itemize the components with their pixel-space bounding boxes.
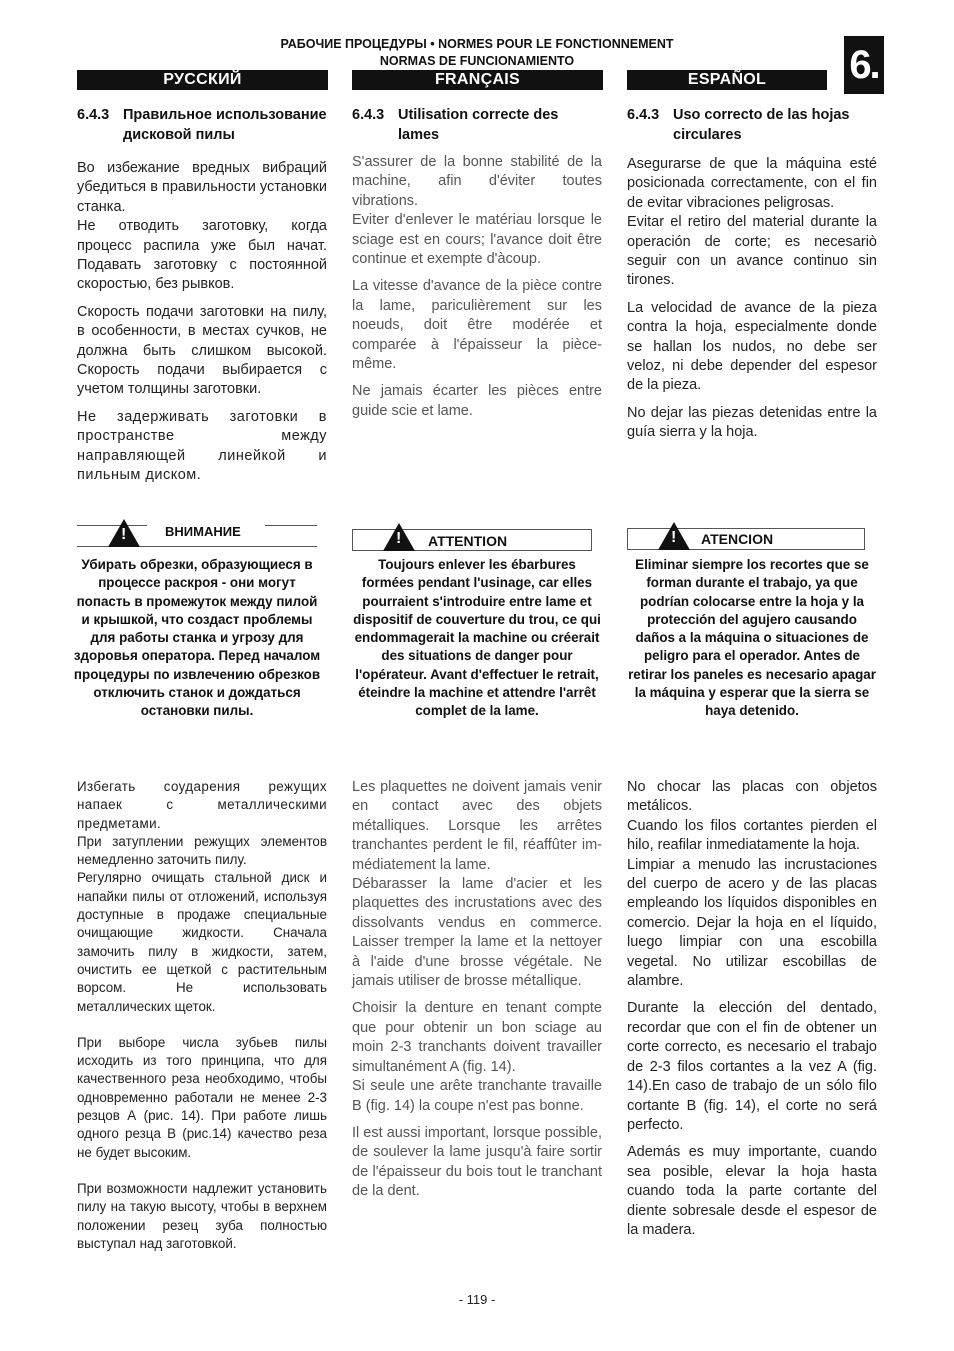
warning-box bbox=[77, 525, 317, 545]
section-heading bbox=[352, 105, 602, 145]
paragraph: Не отводить заготовку, когда процесс распила уже был начат. Подавать заготовку с постоянной скоростью, без рывков. bbox=[77, 218, 327, 293]
paragraph: La vitesse d'avance de la pièce contre la lame, pariculièrement sur les noeuds, doit être modérée et comparée à l'épaisseur la pièce-même. bbox=[352, 278, 602, 373]
warning-label: ВНИМАНИЕ bbox=[165, 524, 241, 539]
warning-box bbox=[352, 529, 592, 551]
paragraph: Ne jamais écarter les pièces entre guide scie et lame. bbox=[352, 383, 602, 419]
paragraph: Регулярно очищать стальной диск и напайки пилы от отложений, используя доступные в продаже специальные очищающие жидкости. Сначала замочить пилу в жидкости, затем, очистить ее щеткой с растительным ворсом. Не использовать металлических щеток. bbox=[77, 870, 327, 1014]
section-heading bbox=[77, 105, 327, 145]
header-line-2: NORMAS DE FUNCIONAMIENTO bbox=[379, 54, 575, 68]
warning-icon bbox=[108, 519, 140, 547]
paragraph: Limpiar a menudo las incrustaciones del cuerpo de acero y de las placas empleando los líquidos disponibles en comercio. Dejar la hoja en el líquido, luego limpiar con una escobilla vegetal. No utilizar escobillas de alambre. bbox=[627, 856, 877, 990]
lang-bar-french: FRANÇAIS bbox=[352, 70, 603, 90]
section-title: Uso correcto de las hojas circulares bbox=[673, 107, 850, 143]
warning-label: ATENCION bbox=[701, 531, 774, 547]
column-spanish-top bbox=[627, 105, 877, 451]
section-number: 6.4.3 bbox=[77, 107, 110, 123]
lang-bar-spanish: ESPAÑOL bbox=[627, 70, 827, 90]
warning-box bbox=[627, 528, 865, 550]
paragraph: Si seule une arête tranchante travaille B (fig. 14) la coupe n'est pas bonne. bbox=[352, 1078, 602, 1114]
paragraph: Choisir la denture en tenant compte que pour obtenir un bon sciage au moin 2-3 tranchants doivent travailler simultanément A (fig. 14). bbox=[352, 1000, 602, 1075]
paragraph: Cuando los filos cortantes pierden el hilo, reafilar inmediatamente la hoja. bbox=[627, 817, 877, 854]
section-title: Правильное использование дисковой пилы bbox=[123, 107, 327, 143]
paragraph: Во избежание вредных вибраций убедиться в правильности установки станка. bbox=[77, 160, 327, 215]
paragraph: Durante la elección del dentado, recordar que con el fin de obtener un corte correcto, es necesario el trabajo de 2-3 filos cortantes a la vez A (fig. 14).En caso de trabajo de un sólo filo cortante B (fig. 14), el corte no será perfecto. bbox=[627, 1000, 877, 1133]
column-french-bottom bbox=[352, 778, 602, 1210]
paragraph: Не задерживать заготовки в пространстве между направляющей линейкой и пильным диском. bbox=[77, 408, 327, 484]
warning-text: Eliminar siempre los recortes que se forman durante el trabajo, ya que podrían colocarse entre la hoja y la protección del agujero causando daños a la máquina o situaciones de peligro para el operador. Antes de retirar los paneles es necesario apagar la máquina y esperar que la sierra se haya detenido. bbox=[628, 557, 876, 719]
section-heading bbox=[627, 105, 877, 145]
paragraph: Evitar el retiro del material durante la operación de corte; es necesariò seguir con un avance continuo sin tirones. bbox=[627, 214, 877, 289]
paragraph: Asegurarse de que la máquina esté posicionada correctamente, con el fin de evitar vibraciones peligrosas. bbox=[627, 156, 877, 211]
warning-text: Убирать обрезки, образующиеся в процессе раскроя - они могут попасть в промежуток между пилой и крышкой, что создаст проблемы для работы станка и угрозу для здоровья оператора. Перед началом процедуры по извлечению обрезков отключить станок и дождаться остановки пилы. bbox=[73, 557, 321, 719]
paragraph: No dejar las piezas detenidas entre la guía sierra y la hoja. bbox=[627, 404, 877, 441]
column-french-top bbox=[352, 105, 602, 429]
section-number: 6.4.3 bbox=[627, 107, 660, 123]
paragraph: Débarasser la lame d'acier et les plaquettes des incrustations avec des dissolvants vendus en commerce. Laisser tremper la lame et la nettoyer à l'aide d'une brosse végétale. Ne jamais utiliser de brosse métallique. bbox=[352, 876, 602, 990]
paragraph: No chocar las placas con objetos metálicos. bbox=[627, 779, 877, 815]
paragraph: Eviter d'enlever le matériau lorsque le sciage est en cours; l'avance doit être continue et exempte d'àcoup. bbox=[352, 212, 602, 268]
paragraph: При выборе числа зубьев пилы исходить из того принципа, что для качественного реза необходимо, чтобы одновременно работали не менее 2-3 резцов А (рис. 14). При работе лишь одного резца В (рис.14) качество реза не будет высоким. bbox=[77, 1034, 327, 1160]
paragraph: La velocidad de avance de la pieza contra la hoja, especialmente donde se hallan los nudos, no debe ser veloz, ni debe depender del espesor de la pieza. bbox=[627, 299, 877, 394]
warning-icon bbox=[658, 522, 690, 550]
paragraph: Les plaquettes ne doivent jamais venir en contact avec des objets métalliques. Lorsque les arrêtes tranchantes perdent le fil, réaffûter im-médiatement la lame. bbox=[352, 779, 602, 873]
column-russian-top bbox=[77, 105, 327, 494]
column-spanish-bottom bbox=[627, 778, 877, 1248]
paragraph: При возможности надлежит установить пилу на такую высоту, чтобы в верхнем положении резец зуба полностью выступал над заготовкой. bbox=[77, 1180, 327, 1251]
warning-label: ATTENTION bbox=[428, 533, 508, 549]
warning-icon bbox=[383, 523, 415, 551]
paragraph: Избегать соударения режущих напаек с металлическими предметами. bbox=[77, 779, 327, 831]
paragraph: S'assurer de la bonne stabilité de la machine, afin d'éviter toutes vibrations. bbox=[352, 154, 602, 209]
page-number: - 119 - bbox=[458, 1292, 496, 1307]
section-title: Utilisation correcte des lames bbox=[398, 107, 559, 143]
chapter-number: 6. bbox=[844, 36, 884, 94]
section-number: 6.4.3 bbox=[352, 107, 385, 123]
paragraph: Además es muy importante, cuando sea posible, elevar la hoja hasta cuando toda la parte cortante del diente sobresale desde el espesor de la madera. bbox=[627, 1144, 877, 1238]
lang-bar-russian: РУССКИЙ bbox=[77, 70, 328, 90]
paragraph: Il est aussi important, lorsque possible, de soulever la lame jusqu'à faire sortir de l'épaisseur du bois tout le tranchant de la dent. bbox=[352, 1124, 602, 1200]
column-russian-bottom bbox=[77, 778, 327, 1253]
paragraph: Скорость подачи заготовки на пилу, в особенности, в местах сучков, не должна быть слишком высокой. Скорость подачи выбирается с учетом толщины заготовки. bbox=[77, 303, 327, 398]
paragraph: При затуплении режущих элементов немедленно заточить пилу. bbox=[77, 833, 327, 868]
header-line-1: РАБОЧИЕ ПРОЦЕДУРЫ • NORMES POUR LE FONCTIONNEMENT bbox=[280, 37, 674, 51]
warning-text: Toujours enlever les ébarbures formées pendant l'usinage, car elles pourraient s'introduire entre lame et dispositif de couverture du trou, ce qui endommagerait la machine ou créerait des situations de danger pour l'opérateur. Avant d'effectuer le retrait, éteindre la machine et attendre l'arrêt complet de la lame. bbox=[353, 557, 601, 719]
